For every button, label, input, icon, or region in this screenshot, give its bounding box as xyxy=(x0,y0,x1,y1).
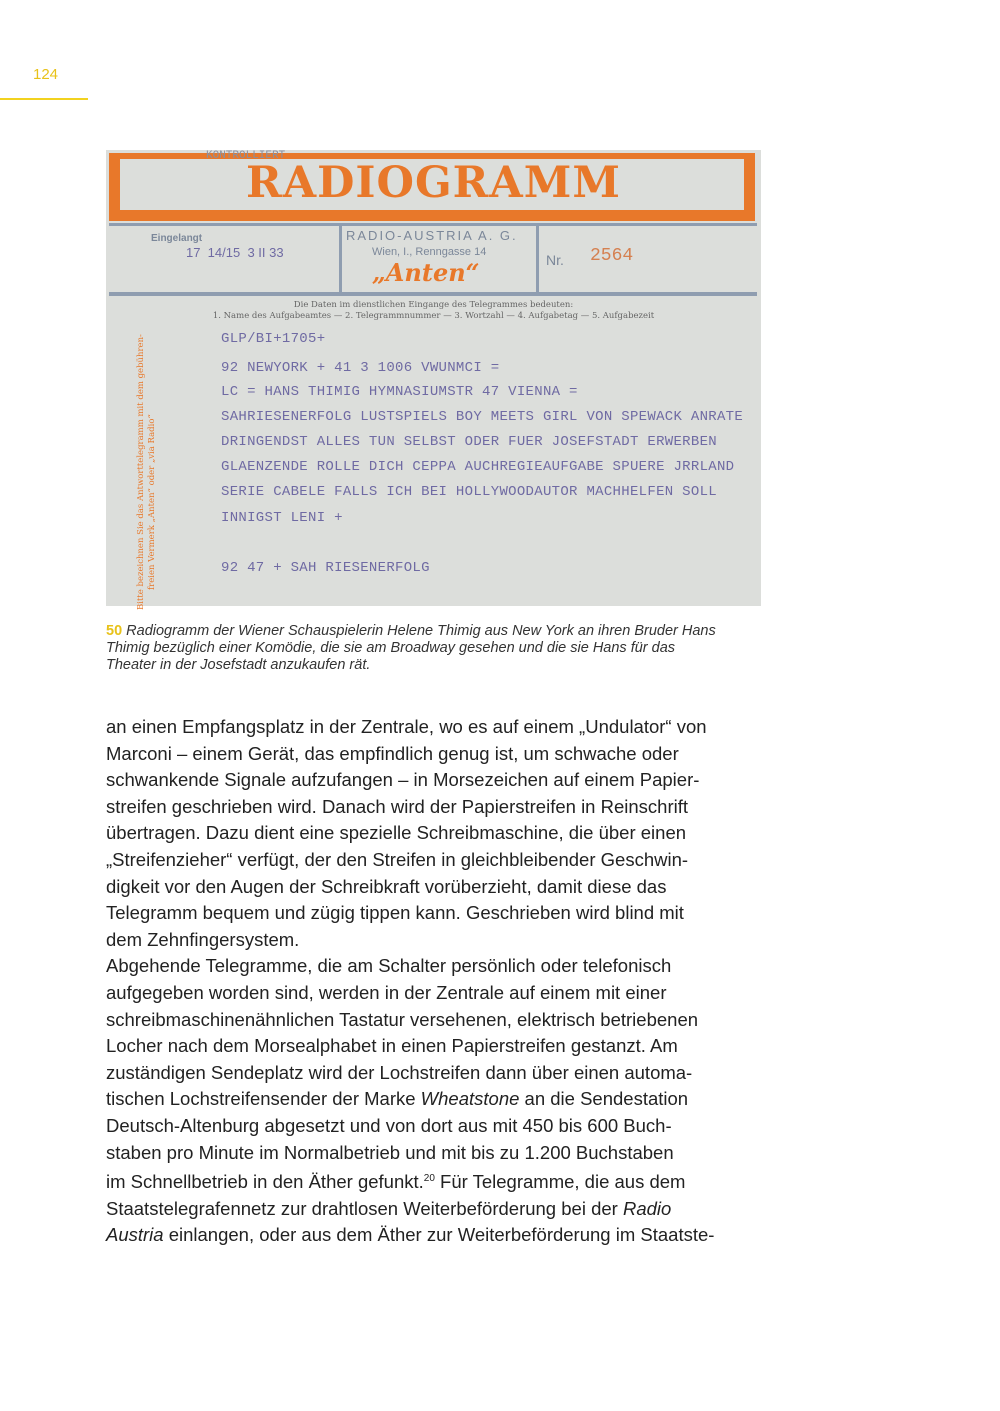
text-line xyxy=(106,1086,714,1113)
text-line: Marconi – einem Gerät, das empfindlich genug ist, um schwache oder xyxy=(106,742,679,764)
side-note-line: Bitte bezeichnen Sie das Antworttelegramm mit dem gebühren- xyxy=(136,334,146,610)
page-number: 124 xyxy=(33,66,59,83)
radiogramm-title: RADIOGRAMM xyxy=(246,158,621,208)
company-address: Wien, I., Renngasse 14 xyxy=(372,246,487,258)
text: an die Sendestation xyxy=(519,1088,689,1110)
caption-text: Radiogramm der Wiener Schauspielerin Helene Thimig aus New York an ihren Bruder Hans Thimig bezüglich einer Komödie, die sie am Broadway gesehen und die sie Hans für das Theater in der Josefstadt anzukaufen rät. xyxy=(106,623,716,673)
italic-term: Austria xyxy=(106,1224,164,1246)
text-line: schreibmaschinenähnlichen Tastatur versehenen, elektrisch betriebenen xyxy=(106,1008,699,1030)
telegram-line: DRINGENDST ALLES TUN SELBST ODER FUER JOSEFSTADT ERWERBEN xyxy=(221,434,717,450)
telegram-footer-line: 92 47 + SAH RIESENERFOLG xyxy=(221,560,430,576)
text-line: aufgegeben worden sind, werden in der Zentrale auf einem mit einer xyxy=(106,981,667,1003)
divider xyxy=(339,225,342,293)
text-line: streifen geschrieben wird. Danach wird der Papierstreifen in Reinschrift xyxy=(106,795,688,817)
divider xyxy=(536,225,539,293)
text-line: schwankende Signale aufzufangen – in Morsezeichen auf einem Papier- xyxy=(106,769,700,791)
text-line: Deutsch-Altenburg abgesetzt und von dort aus mit 450 bis 600 Buch- xyxy=(106,1114,672,1136)
nr-label: Nr. xyxy=(546,252,564,268)
side-note xyxy=(136,334,158,610)
telegram-line: INNIGST LENI + xyxy=(221,510,343,526)
text-line: staben pro Minute im Normalbetrieb und mit bis zu 1.200 Buchstaben xyxy=(106,1141,674,1163)
telegram-line: GLP/BI+1705+ xyxy=(221,331,326,347)
text-line: Telegramm bequem und zügig tippen kann. Geschrieben wird blind mit xyxy=(106,902,684,924)
info-line-2: 1. Name des Aufgabeamtes — 2. Telegrammnummer — 3. Wortzahl — 4. Aufgabetag — 5. Aufgabezeit xyxy=(212,311,655,321)
telegram-line: 92 NEWYORK + 41 3 1006 VWUNMCI = xyxy=(221,360,500,376)
italic-term: Radio xyxy=(622,1197,672,1219)
telegram-number: 2564 xyxy=(590,246,634,266)
text-line: Locher nach dem Morsealphabet in einen Papierstreifen gestanzt. Am xyxy=(106,1035,678,1057)
telegram-line: LC = HANS THIMIG HYMNASIUMSTR 47 VIENNA = xyxy=(221,384,578,400)
text-line: übertragen. Dazu dient eine spezielle Schreibmaschine, die über einen xyxy=(106,822,687,844)
eingelangt-label: Eingelangt xyxy=(151,233,203,244)
text-line xyxy=(106,1196,714,1223)
page-number-rule xyxy=(0,98,88,100)
side-note-line: freien Vermerk „Anten“ oder „via Radio“ xyxy=(147,414,157,590)
text: einlangen, oder aus dem Äther zur Weiterbeförderung im Staatste- xyxy=(163,1224,715,1246)
telegram-line: SAHRIESENERFOLG LUSTSPIELS BOY MEETS GIRL VON SPEWACK ANRATE xyxy=(221,409,744,425)
text-line: an einen Empfangsplatz in der Zentrale, wo es auf einem „Undulator“ von xyxy=(106,716,707,737)
figure-caption xyxy=(106,623,726,674)
italic-term: Wheatstone xyxy=(420,1088,520,1110)
text-line: Abgehende Telegramme, die am Schalter persönlich oder telefonisch xyxy=(106,955,672,977)
text-line xyxy=(106,1166,714,1196)
divider xyxy=(109,292,757,296)
company-name: RADIO-AUSTRIA A. G. xyxy=(346,228,518,243)
footnote-ref[interactable]: 20 xyxy=(423,1173,435,1185)
stamp-text: KONTROLLIERT xyxy=(206,150,286,162)
text: Für Telegramme, die aus dem xyxy=(434,1171,686,1193)
divider xyxy=(109,223,757,226)
body-text xyxy=(106,714,714,1249)
text-line: zuständigen Sendeplatz wird der Lochstreifen dann über einen automa- xyxy=(106,1061,693,1083)
text-line: „Streifenzieher“ verfügt, der den Streifen in gleichbleibender Geschwin- xyxy=(106,848,689,870)
telegram-line: GLAENZENDE ROLLE DICH CEPPA AUCHREGIEAUFGABE SPUERE JRRLAND xyxy=(221,459,735,475)
radiogramm-image xyxy=(106,150,761,610)
text: tischen Lochstreifensender der Marke xyxy=(106,1088,421,1110)
anten-brand: „Anten“ xyxy=(372,258,480,287)
figure-number: 50 xyxy=(106,623,123,639)
telegram-line: SERIE CABELE FALLS ICH BEI HOLLYWOODAUTOR MACHHELFEN SOLL xyxy=(221,484,717,500)
info-line-1: Die Daten im dienstlichen Eingange des Telegrammes bedeuten: xyxy=(293,300,574,310)
text-line: dem Zehnfingersystem. xyxy=(106,928,300,950)
text-line xyxy=(106,1222,714,1249)
text-line: digkeit vor den Augen der Schreibkraft vorüberzieht, damit diese das xyxy=(106,875,667,897)
text: Staatstelegrafennetz zur drahtlosen Weiterbeförderung bei der xyxy=(106,1197,623,1219)
text: im Schnellbetrieb in den Äther gefunkt. xyxy=(106,1171,424,1193)
eingelangt-values: 17 14/15 3 II 33 xyxy=(186,245,284,260)
